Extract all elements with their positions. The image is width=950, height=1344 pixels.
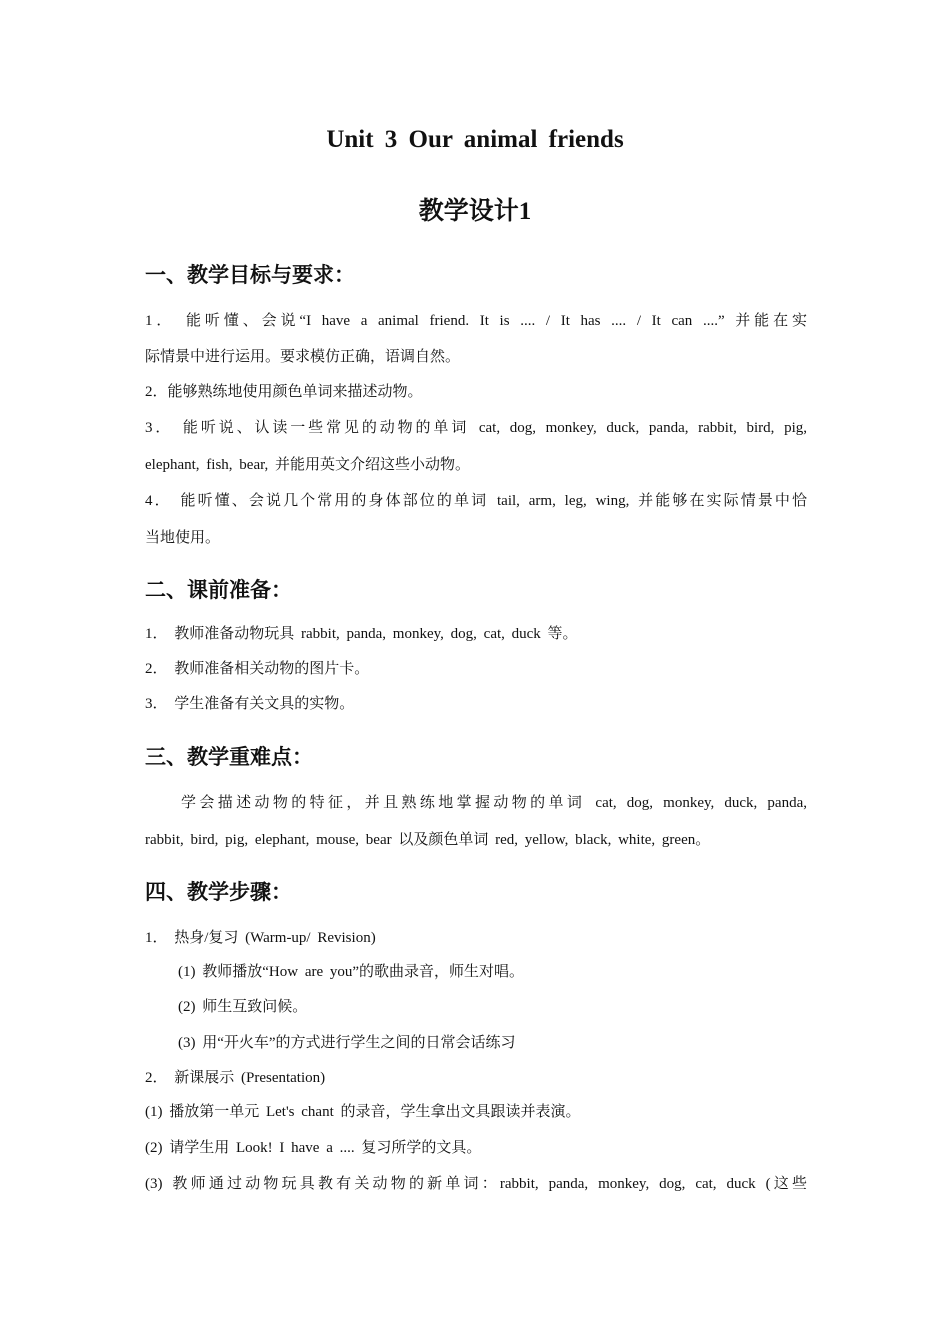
preparation-line: 3． 学生准备有关文具的实物。 bbox=[145, 696, 355, 712]
document-title: Unit 3 Our animal friends bbox=[326, 126, 624, 153]
section-heading-preparation: 二、课前准备： bbox=[145, 578, 292, 602]
document-subtitle: 教学设计1 bbox=[418, 198, 532, 225]
key-points-line: rabbit, bird, pig, elephant, mouse, bear 以及颜色单词 red, yellow, black, white, green。 bbox=[145, 832, 711, 848]
step-line: (1) 播放第一单元 Let's chant 的录音，学生拿出文具跟读并表演。 bbox=[145, 1104, 581, 1120]
step-line: (3) 教师通过动物玩具教有关动物的新单词：rabbit, panda, monkey, dog, cat, duck (这些 bbox=[145, 1176, 807, 1192]
objective-line: 际情景中进行运用。要求模仿正确，语调自然。 bbox=[145, 349, 461, 365]
key-points-line: 学会描述动物的特征，并且熟练地掌握动物的单词 cat, dog, monkey, duck, panda, bbox=[181, 795, 807, 811]
preparation-line: 2． 教师准备相关动物的图片卡。 bbox=[145, 661, 370, 677]
section-heading-steps: 四、教学步骤： bbox=[145, 880, 292, 904]
objective-line: 4． 能听懂、会说几个常用的身体部位的单词 tail, arm, leg, wing, 并能够在实际情景中恰 bbox=[145, 493, 807, 509]
objective-line: elephant, fish, bear, 并能用英文介绍这些小动物。 bbox=[145, 457, 471, 473]
section-heading-key-points: 三、教学重难点： bbox=[145, 745, 313, 769]
section-heading-objectives: 一、教学目标与要求： bbox=[145, 263, 355, 287]
objective-line: 当地使用。 bbox=[145, 530, 221, 546]
objective-line: 2．能够熟练地使用颜色单词来描述动物。 bbox=[145, 384, 423, 400]
step-line: (1) 教师播放“How are you”的歌曲录音，师生对唱。 bbox=[178, 964, 525, 980]
step-line: (2) 师生互致问候。 bbox=[178, 999, 308, 1015]
step-line: 1． 热身/复习 (Warm-up/ Revision) bbox=[145, 930, 376, 946]
step-line: (3) 用“开火车”的方式进行学生之间的日常会话练习 bbox=[178, 1035, 516, 1051]
objective-line: 1． 能听懂、会说“I have a animal friend. It is .... / It has .... / It can ....” 并能在实 bbox=[145, 313, 807, 329]
preparation-line: 1． 教师准备动物玩具 rabbit, panda, monkey, dog, cat, duck 等。 bbox=[145, 626, 578, 642]
step-line: 2． 新课展示 (Presentation) bbox=[145, 1070, 326, 1086]
step-line: (2) 请学生用 Look! I have a .... 复习所学的文具。 bbox=[145, 1140, 482, 1156]
objective-line: 3． 能听说、认读一些常见的动物的单词 cat, dog, monkey, duck, panda, rabbit, bird, pig, bbox=[145, 420, 807, 436]
